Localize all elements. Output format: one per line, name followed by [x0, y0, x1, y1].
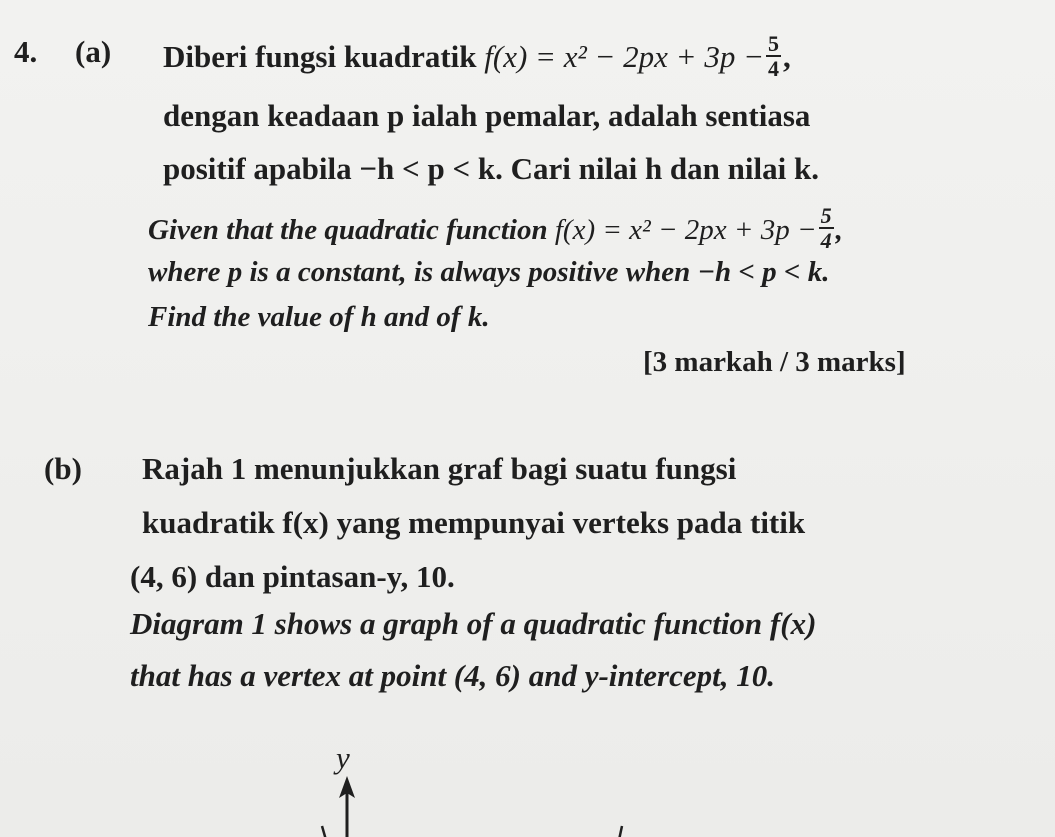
- y-axis-label: y: [336, 740, 350, 775]
- diagram-1-fragment: [0, 740, 1055, 837]
- function-definition-ms: f(x) = x² − 2px + 3p −: [484, 39, 765, 75]
- part-b-ms-line1: Rajah 1 menunjukkan graf bagi suatu fungsi: [142, 451, 737, 486]
- fraction-numerator: 5: [768, 31, 780, 56]
- part-a-label: (a): [75, 34, 112, 69]
- comma: ,: [783, 39, 791, 75]
- fraction-five-quarters-en: [819, 204, 834, 252]
- curve-left-fragment: [322, 826, 326, 837]
- fraction-denominator: 4: [820, 228, 832, 254]
- part-a-ms-line1: [163, 31, 791, 84]
- part-b-label: (b): [44, 451, 82, 486]
- fraction-five-quarters-ms: [766, 32, 781, 80]
- marks-allocation: [3 markah / 3 marks]: [643, 346, 906, 378]
- fraction-denominator: 4: [768, 56, 780, 82]
- part-a-ms-line1-text: Diberi fungsi kuadratik: [163, 39, 485, 75]
- question-number: 4.: [14, 34, 38, 69]
- function-definition-en: f(x) = x² − 2px + 3p −: [554, 213, 817, 246]
- part-a-en-line1: [148, 203, 843, 256]
- part-b-ms-line3: (4, 6) dan pintasan-y, 10.: [130, 559, 455, 594]
- fraction-numerator: 5: [820, 203, 832, 228]
- part-a-en-line1-text: Given that the quadratic function: [148, 213, 555, 246]
- part-b-en-line1: Diagram 1 shows a graph of a quadratic function f(x): [130, 606, 817, 641]
- comma: ,: [835, 213, 843, 246]
- curve-right-fragment: [619, 826, 622, 837]
- part-a-en-line2: where p is a constant, is always positive when −h < p < k.: [148, 256, 830, 288]
- part-a-ms-line2: dengan keadaan p ialah pemalar, adalah sentiasa: [163, 98, 811, 133]
- part-b-ms-line2: kuadratik f(x) yang mempunyai verteks pada titik: [142, 505, 806, 540]
- part-b-en-line2: that has a vertex at point (4, 6) and y-intercept, 10.: [130, 658, 775, 693]
- part-a-en-line3: Find the value of h and of k.: [148, 301, 490, 333]
- part-a-ms-line3: positif apabila −h < p < k. Cari nilai h dan nilai k.: [163, 151, 819, 186]
